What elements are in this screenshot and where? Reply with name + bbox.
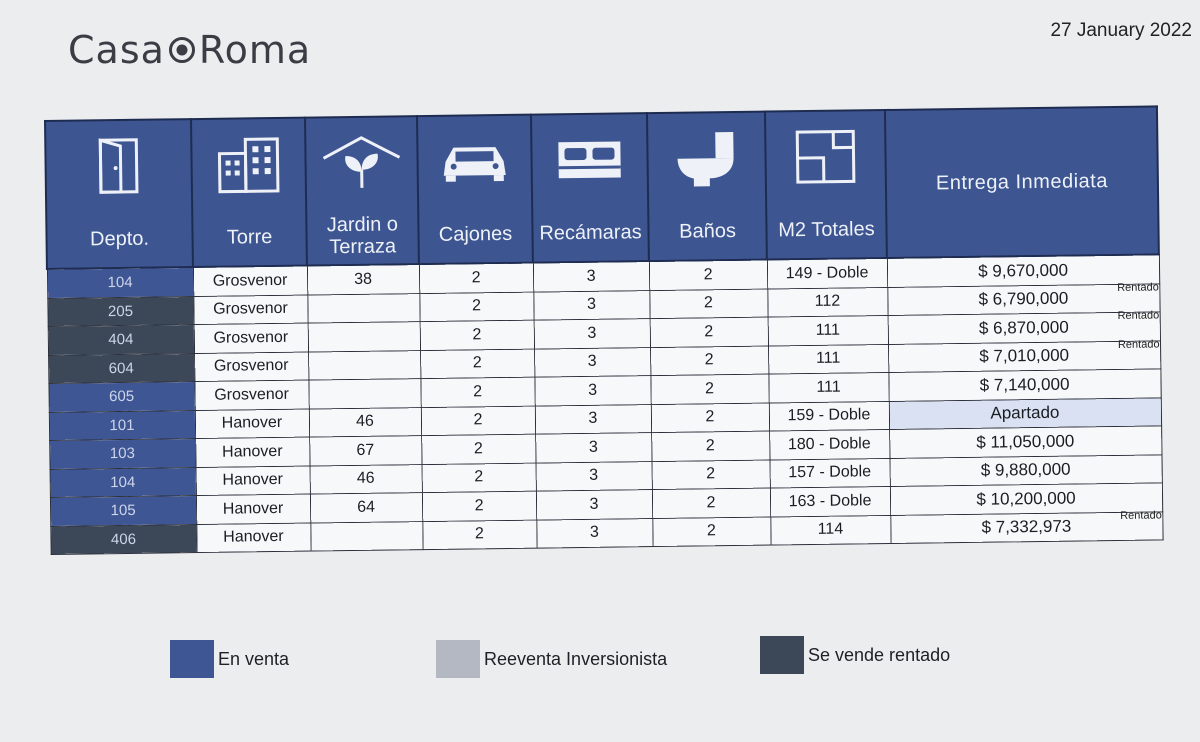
- cell-depto: 406: [50, 524, 196, 554]
- cell-m2: 163 - Doble: [770, 486, 890, 516]
- brand-name-part1: Casa: [68, 28, 165, 72]
- cell-jardin: 67: [309, 436, 421, 466]
- cell-torre: Grosvenor: [194, 352, 308, 382]
- document-date: 27 January 2022: [1050, 20, 1192, 41]
- cell-recamaras: 3: [535, 433, 651, 463]
- inventory-table: [44, 105, 1164, 555]
- header-jardin: Jardin o Terraza: [305, 116, 419, 265]
- legend-label-en-venta: En venta: [218, 648, 290, 669]
- cell-m2: 149 - Doble: [767, 258, 887, 289]
- cell-cajones: 2: [420, 320, 534, 350]
- cell-precio: [890, 508, 1162, 543]
- cell-cajones: 2: [419, 263, 533, 293]
- rentado-tag: Rentado: [1117, 280, 1159, 294]
- cell-recamaras: 3: [534, 347, 650, 377]
- floorplan-icon: [766, 111, 885, 203]
- building-icon: [192, 119, 305, 210]
- header-depto: Depto.: [45, 119, 193, 269]
- cell-jardin: [308, 379, 420, 409]
- legend-en-venta: [170, 640, 289, 678]
- legend-rentado: [760, 636, 950, 674]
- cell-banos: 2: [650, 346, 768, 376]
- cell-cajones: 2: [422, 520, 536, 550]
- cell-m2: 159 - Doble: [769, 401, 889, 431]
- legend-label-rentado: Se vende rentado: [808, 644, 951, 665]
- price-value: $ 7,010,000: [979, 345, 1070, 367]
- legend-reventa: [436, 640, 667, 678]
- cell-banos: 2: [652, 488, 770, 518]
- price-value: $ 6,790,000: [978, 288, 1069, 310]
- cell-jardin: [310, 521, 422, 551]
- door-icon: [46, 120, 191, 212]
- cell-cajones: 2: [422, 463, 536, 493]
- cell-m2: 111: [768, 372, 888, 402]
- cell-cajones: 2: [420, 349, 534, 379]
- cell-jardin: [308, 350, 420, 380]
- price-value: $ 7,332,973: [981, 516, 1072, 538]
- cell-depto: 604: [48, 353, 194, 383]
- cell-jardin: 46: [309, 407, 421, 437]
- cell-banos: 2: [651, 403, 769, 433]
- cell-precio: [888, 369, 1160, 401]
- header-banos: Baños: [647, 112, 767, 262]
- cell-recamaras: 3: [536, 490, 652, 520]
- cell-cajones: 2: [422, 491, 536, 521]
- rentado-tag: Rentado: [1120, 508, 1162, 522]
- legend-swatch-reventa: [436, 640, 480, 678]
- cell-precio: [889, 397, 1161, 429]
- logo-circle-icon: [169, 37, 195, 63]
- cell-precio: [888, 337, 1160, 372]
- cell-depto: 104: [50, 467, 196, 497]
- cell-torre: Hanover: [196, 494, 310, 524]
- price-value: $ 10,200,000: [976, 488, 1076, 509]
- header-cajones: Cajones: [417, 115, 533, 264]
- cell-depto: 605: [48, 382, 194, 412]
- cell-depto: 105: [50, 496, 196, 526]
- cell-torre: Grosvenor: [194, 323, 308, 353]
- cell-jardin: 46: [310, 464, 422, 494]
- cell-torre: Grosvenor: [194, 380, 308, 410]
- cell-banos: 2: [649, 289, 767, 319]
- price-value: $ 7,140,000: [979, 374, 1070, 395]
- cell-torre: Hanover: [195, 409, 309, 439]
- cell-depto: 205: [47, 296, 193, 326]
- cell-precio: [889, 454, 1161, 486]
- price-value: $ 11,050,000: [976, 431, 1075, 452]
- cell-torre: Grosvenor: [193, 295, 307, 325]
- cell-recamaras: 3: [535, 404, 651, 434]
- price-value: $ 9,880,000: [980, 459, 1071, 481]
- legend-swatch-en-venta: [170, 640, 214, 678]
- cell-recamaras: 3: [534, 376, 650, 406]
- cell-m2: 157 - Doble: [770, 458, 890, 488]
- bed-icon: [532, 114, 647, 205]
- cell-jardin: [307, 293, 419, 323]
- cell-cajones: 2: [421, 406, 535, 436]
- cell-depto: 404: [48, 325, 194, 355]
- header-entrega: Entrega Inmediata: [885, 106, 1159, 258]
- cell-torre: Hanover: [196, 466, 310, 496]
- cell-jardin: 64: [310, 493, 422, 523]
- cell-cajones: 2: [421, 434, 535, 464]
- cell-banos: 2: [651, 431, 769, 461]
- rentado-tag: Rentado: [1117, 309, 1160, 322]
- header-row: [45, 106, 1159, 269]
- cell-cajones: 2: [419, 292, 533, 322]
- cell-m2: 112: [767, 287, 887, 317]
- cell-depto: 103: [49, 439, 195, 469]
- car-icon: [418, 116, 531, 207]
- cell-banos: 2: [650, 317, 768, 347]
- header-torre: Torre: [191, 118, 307, 267]
- inventory-sheet: [44, 105, 1162, 555]
- cell-m2: 111: [768, 315, 888, 345]
- price-value: $ 6,870,000: [978, 317, 1069, 338]
- cell-torre: Grosvenor: [193, 266, 307, 296]
- cell-banos: 2: [650, 374, 768, 404]
- price-value: Apartado: [990, 402, 1060, 423]
- cell-banos: 2: [652, 460, 770, 490]
- cell-recamaras: 3: [536, 518, 652, 548]
- cell-m2: 111: [768, 344, 888, 374]
- house-plant-icon: [306, 117, 417, 208]
- cell-depto: 101: [49, 410, 195, 440]
- cell-recamaras: 3: [533, 290, 649, 320]
- legend-label-reventa: Reeventa Inversionista: [484, 648, 668, 669]
- cell-m2: 114: [770, 515, 890, 545]
- cell-jardin: 38: [307, 264, 419, 294]
- cell-torre: Hanover: [195, 437, 309, 467]
- cell-cajones: 2: [420, 377, 534, 407]
- cell-depto: 104: [47, 267, 193, 298]
- header-m2: M2 Totales: [765, 110, 887, 260]
- rentado-tag: Rentado: [1117, 337, 1160, 351]
- toilet-icon: [648, 113, 765, 205]
- header-recamaras: Recámaras: [531, 113, 649, 263]
- cell-banos: 2: [652, 517, 770, 547]
- legend-swatch-rentado: [760, 636, 804, 674]
- cell-precio: [889, 426, 1161, 458]
- brand-logo: [68, 28, 311, 72]
- cell-torre: Hanover: [196, 523, 310, 553]
- cell-jardin: [308, 322, 420, 352]
- cell-recamaras: 3: [536, 461, 652, 491]
- cell-recamaras: 3: [533, 261, 649, 292]
- brand-name-part2: Roma: [198, 28, 312, 72]
- cell-banos: 2: [649, 260, 767, 291]
- cell-m2: 180 - Doble: [769, 429, 889, 459]
- price-value: $ 9,670,000: [978, 260, 1069, 281]
- cell-recamaras: 3: [534, 319, 650, 349]
